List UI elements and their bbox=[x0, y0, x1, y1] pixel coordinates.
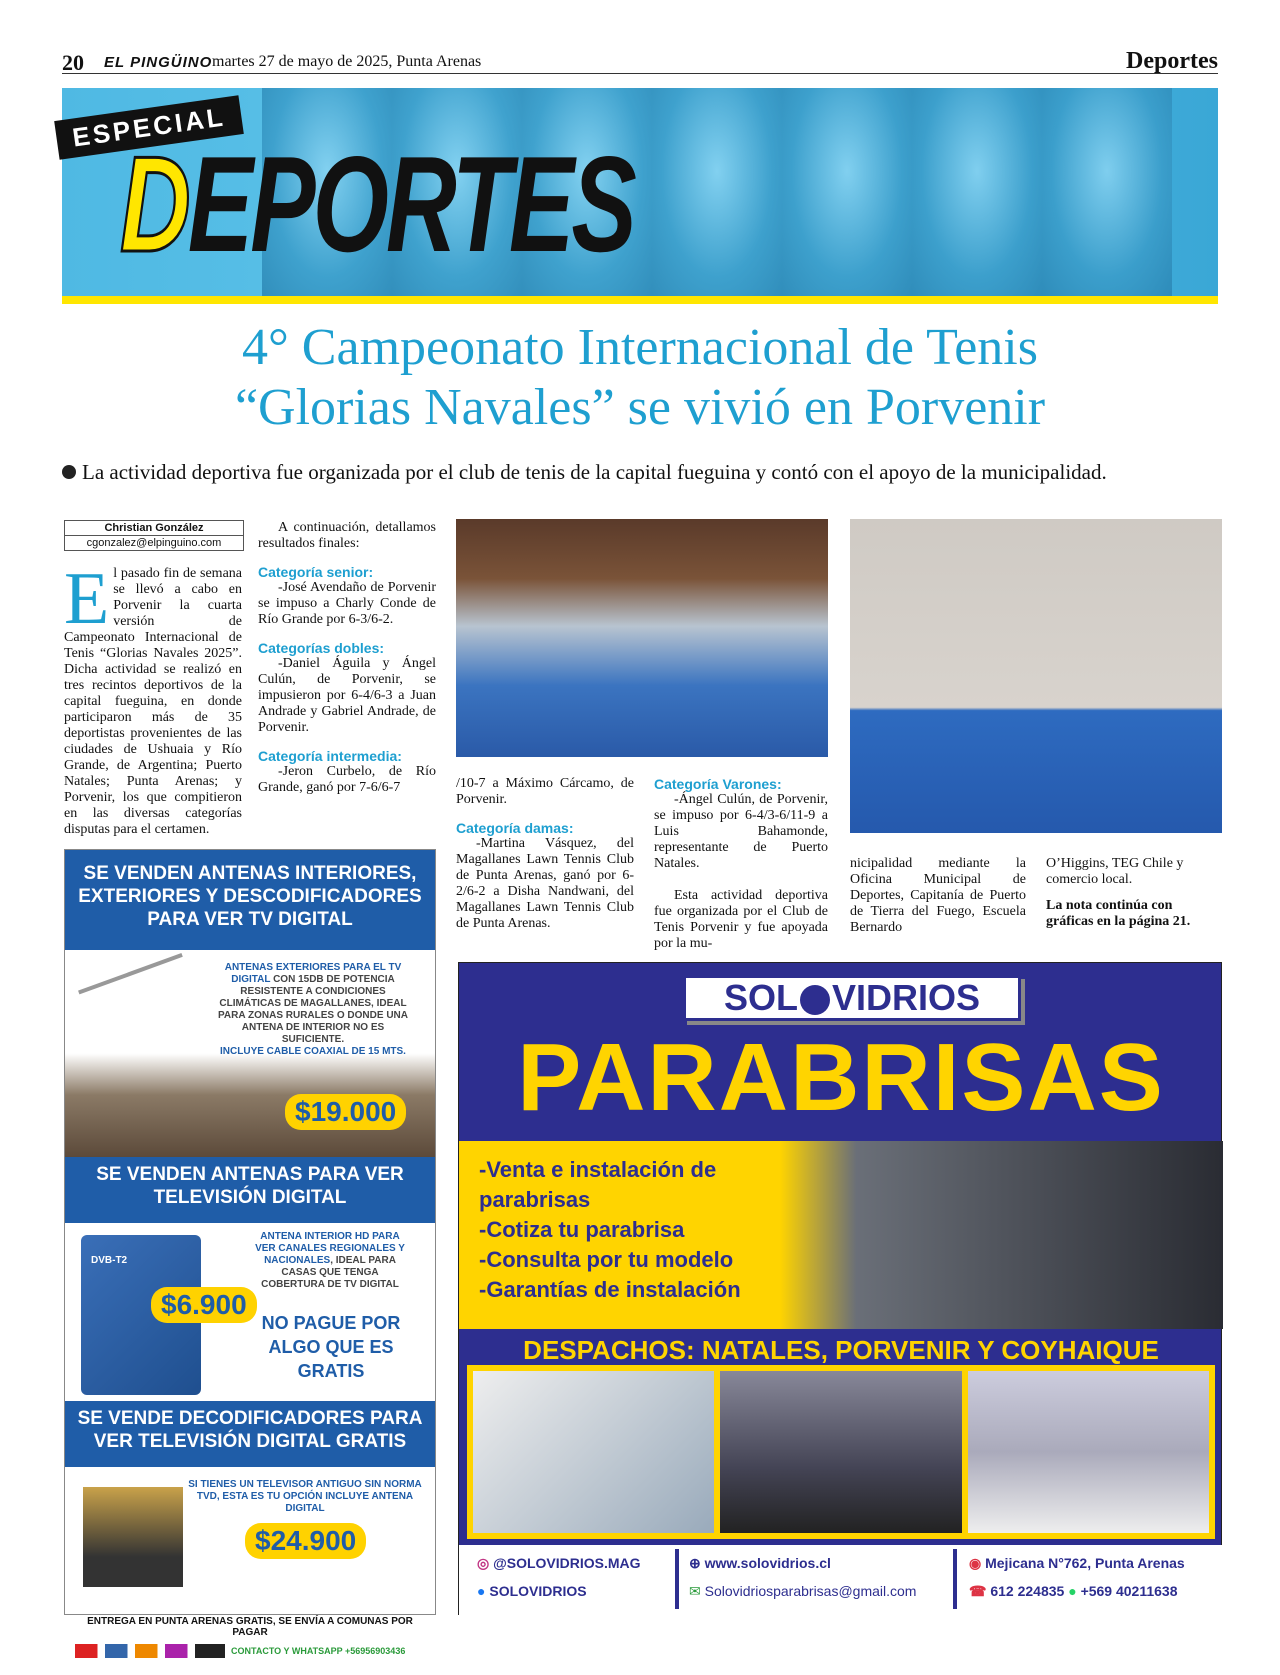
solovidrios-ad bbox=[458, 962, 1222, 1615]
globe-icon bbox=[800, 985, 830, 1015]
newspaper-logo: EL PINGÜINO bbox=[104, 54, 213, 71]
author-email[interactable]: cgonzalez@elpinguino.com bbox=[86, 537, 222, 549]
services-panel bbox=[459, 1141, 1223, 1329]
website-link[interactable]: ⊕ www.solovidrios.cl bbox=[689, 1555, 831, 1571]
author-name: Christian González bbox=[65, 521, 243, 536]
article-column-5: nicipalidad mediante la Oficina Municipal de Deportes, Capitanía de Puerto de Tierra del Fuego, Escuela Bernardo bbox=[850, 856, 1026, 935]
price-indoor-antenna: $6.900 bbox=[151, 1287, 257, 1323]
page-number: 20 bbox=[62, 50, 84, 75]
indoor-antenna-box-image: DVB-T2 bbox=[81, 1235, 201, 1395]
especial-deportes-banner bbox=[62, 88, 1218, 304]
especial-label: ESPECIAL bbox=[54, 95, 244, 160]
page-header bbox=[62, 50, 1218, 74]
tennis-player-photo bbox=[850, 519, 1222, 833]
product-images bbox=[467, 1365, 1215, 1539]
price-decoder: $24.900 bbox=[245, 1523, 366, 1559]
article-column-6: O’Higgins, TEG Chile y comercio local. La nota continúa con gráficas en la página 21. bbox=[1046, 856, 1222, 930]
delivery-note: ENTREGA EN PUNTA ARENAS GRATIS, SE ENVÍA A COMUNAS POR PAGAR bbox=[87, 1616, 413, 1638]
date-line: martes 27 de mayo de 2025, Punta Arenas bbox=[212, 53, 482, 70]
instagram-handle[interactable]: ◎ @SOLOVIDRIOS.MAG bbox=[477, 1555, 641, 1571]
article-column-1: El pasado fin de semana se llevó a cabo en Porvenir la cuarta versión de Campeonato Internacional de Tenis “Glorias Navales 2025”. Dicha actividad se realizó en tres recintos deportivos de la capital fueguina, en donde participaron más de 35 deportistas provenientes de las ciudades de Ushuaia y Río Grande, de Argentina; Puerto Natales; Punta Arenas; y Porvenir, los que compitieron en las diversas categorías disputas para el certamen. bbox=[64, 558, 242, 837]
ad-contact[interactable]: CONTACTO Y WHATSAPP +56956903436 bbox=[231, 1646, 406, 1656]
category-senior: Categoría senior: bbox=[258, 564, 374, 580]
phone[interactable]: ☎ 612 224835 ● +569 40211638 bbox=[969, 1583, 1178, 1599]
service-item: -Cotiza tu parabrisa bbox=[479, 1217, 685, 1242]
continues-note: La nota continúa con gráficas en la página 21. bbox=[1046, 898, 1191, 929]
ad-heading-2: SE VENDEN ANTENAS PARA VER TELEVISIÓN DIGITAL bbox=[65, 1157, 435, 1223]
email-link[interactable]: ✉ Solovidriosparabrisas@gmail.com bbox=[689, 1583, 917, 1599]
article-headline bbox=[62, 318, 1218, 438]
article-lead: La actividad deportiva fue organizada por el club de tenis de la capital fueguina y contó con el apoyo de la municipalidad. bbox=[62, 460, 1222, 485]
drop-cap: E bbox=[64, 558, 110, 640]
category-dobles: Categorías dobles: bbox=[258, 640, 385, 656]
group-photo bbox=[456, 519, 828, 757]
headline-line-1: 4° Campeonato Internacional de Tenis bbox=[242, 319, 1038, 376]
decoder-image bbox=[83, 1487, 183, 1587]
antenna-ad: SE VENDEN ANTENAS INTERIORES, EXTERIORES Y DESCODIFICADORES PARA VER TV DIGITAL ANTENAS EXTERIORES PARA EL TV DIGITAL CON 15DB DE POTENCIA RESISTENTE A CONDICIONES CLIMÁTICAS DE MAGALLANES, IDEAL PARA ZONAS RURALES O DONDE UNA ANTENA DE INTERIOR NO ES SUFICIENTE. INCLUYE CABLE COAXIAL DE 15 MTS. $19.000 SE VENDEN ANTENAS PARA VER TELEVISIÓN DIGITAL DVB-T2 $6.900 ANTENA INTERIOR HD PARA VER CANALES REGIONALES Y NACIONALES, IDEAL PARA CASAS QUE TENGA COBERTURA DE TV DIGITAL NO PAGUE POR ALGO QUE ES GRATIS SE VENDE DECODIFICADORES PARA VER TELEVISIÓN DIGITAL GRATIS SI TIENES UN TELEVISOR ANTIGUO SIN NORMA TVD, ESTA ES TU OPCIÓN INCLUYE ANTENA DIGITAL $24.900 ENTREGA EN PUNTA ARENAS GRATIS, SE ENVÍA A COMUNAS POR PAGAR CONTACTO Y WHATSAPP +56956903436 bbox=[64, 849, 436, 1615]
headline-line-2: “Glorias Navales” se vivió en Porvenir bbox=[234, 379, 1046, 436]
deportes-wordmark: DEPORTES bbox=[120, 128, 634, 280]
article-column-2: A continuación, detallamos resultados finales: Categoría senior: -José Avendaño de Porvenir se impuso a Charly Conde de Río Grande por 6-3/6-2. Categorías dobles: -Daniel Águila y Ángel Culún, de Porvenir, se impusieron por 6-4/6-3 a Juan Andrade y Gabriel Andrade, de Porvenir. Categoría intermedia: -Jeron Curbelo, de Río Grande, ganó por 7-6/6-7 bbox=[258, 520, 436, 795]
solovidrios-logo: SOL VIDRIOS bbox=[683, 975, 1021, 1021]
facebook-handle[interactable]: ● SOLOVIDRIOS bbox=[477, 1583, 587, 1599]
outdoor-antenna-icon bbox=[78, 953, 202, 1047]
ad-heading-1: SE VENDEN ANTENAS INTERIORES, EXTERIORES Y DESCODIFICADORES PARA VER TV DIGITAL bbox=[65, 850, 435, 950]
section-name: Deportes bbox=[1126, 48, 1218, 74]
ad-slogan: NO PAGUE POR ALGO QUE ES GRATIS bbox=[261, 1313, 401, 1381]
parabrisas-headline: PARABRISAS bbox=[517, 1024, 1165, 1131]
service-item: -Garantías de instalación bbox=[479, 1277, 741, 1302]
windshield-catalog-image bbox=[473, 1371, 714, 1533]
tv-channel-logos bbox=[75, 1644, 225, 1658]
article-column-4: Categoría Varones: -Ángel Culún, de Porvenir, se impuso por 6-4/3-6/11-9 a Luis Bahamonde, representante de Puerto Natales. Esta actividad deportiva fue organizada por el Club de Tenis Porvenir y fue apoyada por la mu- bbox=[654, 776, 828, 951]
byline bbox=[64, 520, 244, 551]
service-item: -Venta e instalación de parabrisas bbox=[479, 1157, 717, 1212]
category-damas: Categoría damas: bbox=[456, 820, 574, 836]
rainy-windshield-image bbox=[720, 1371, 961, 1533]
category-varones: Categoría Varones: bbox=[654, 776, 782, 792]
address: ◉ Mejicana N°762, Punta Arenas bbox=[969, 1555, 1185, 1571]
category-intermedia: Categoría intermedia: bbox=[258, 748, 402, 764]
price-outdoor-antenna: $19.000 bbox=[285, 1094, 406, 1130]
installation-image bbox=[968, 1371, 1209, 1533]
article-column-3: /10-7 a Máximo Cárcamo, de Porvenir. Categoría damas: -Martina Vásquez, del Magallanes Lawn Tennis Club de Punta Arenas, ganó por 6-2/6-2 a Disha Nandwani, del Magallanes Lawn Tennis Club de Punta Arenas. bbox=[456, 776, 634, 931]
despachos-line: DESPACHOS: NATALES, PORVENIR Y COYHAIQUE bbox=[523, 1335, 1159, 1365]
ad-heading-3: SE VENDE DECODIFICADORES PARA VER TELEVISIÓN DIGITAL GRATIS bbox=[65, 1401, 435, 1467]
contact-footer bbox=[459, 1545, 1223, 1616]
service-item: -Consulta por tu modelo bbox=[479, 1247, 734, 1272]
decoder-description: SI TIENES UN TELEVISOR ANTIGUO SIN NORMA TVD, ESTA ES TU OPCIÓN INCLUYE ANTENA DIGITAL bbox=[188, 1479, 422, 1514]
bullet-icon bbox=[62, 465, 76, 479]
